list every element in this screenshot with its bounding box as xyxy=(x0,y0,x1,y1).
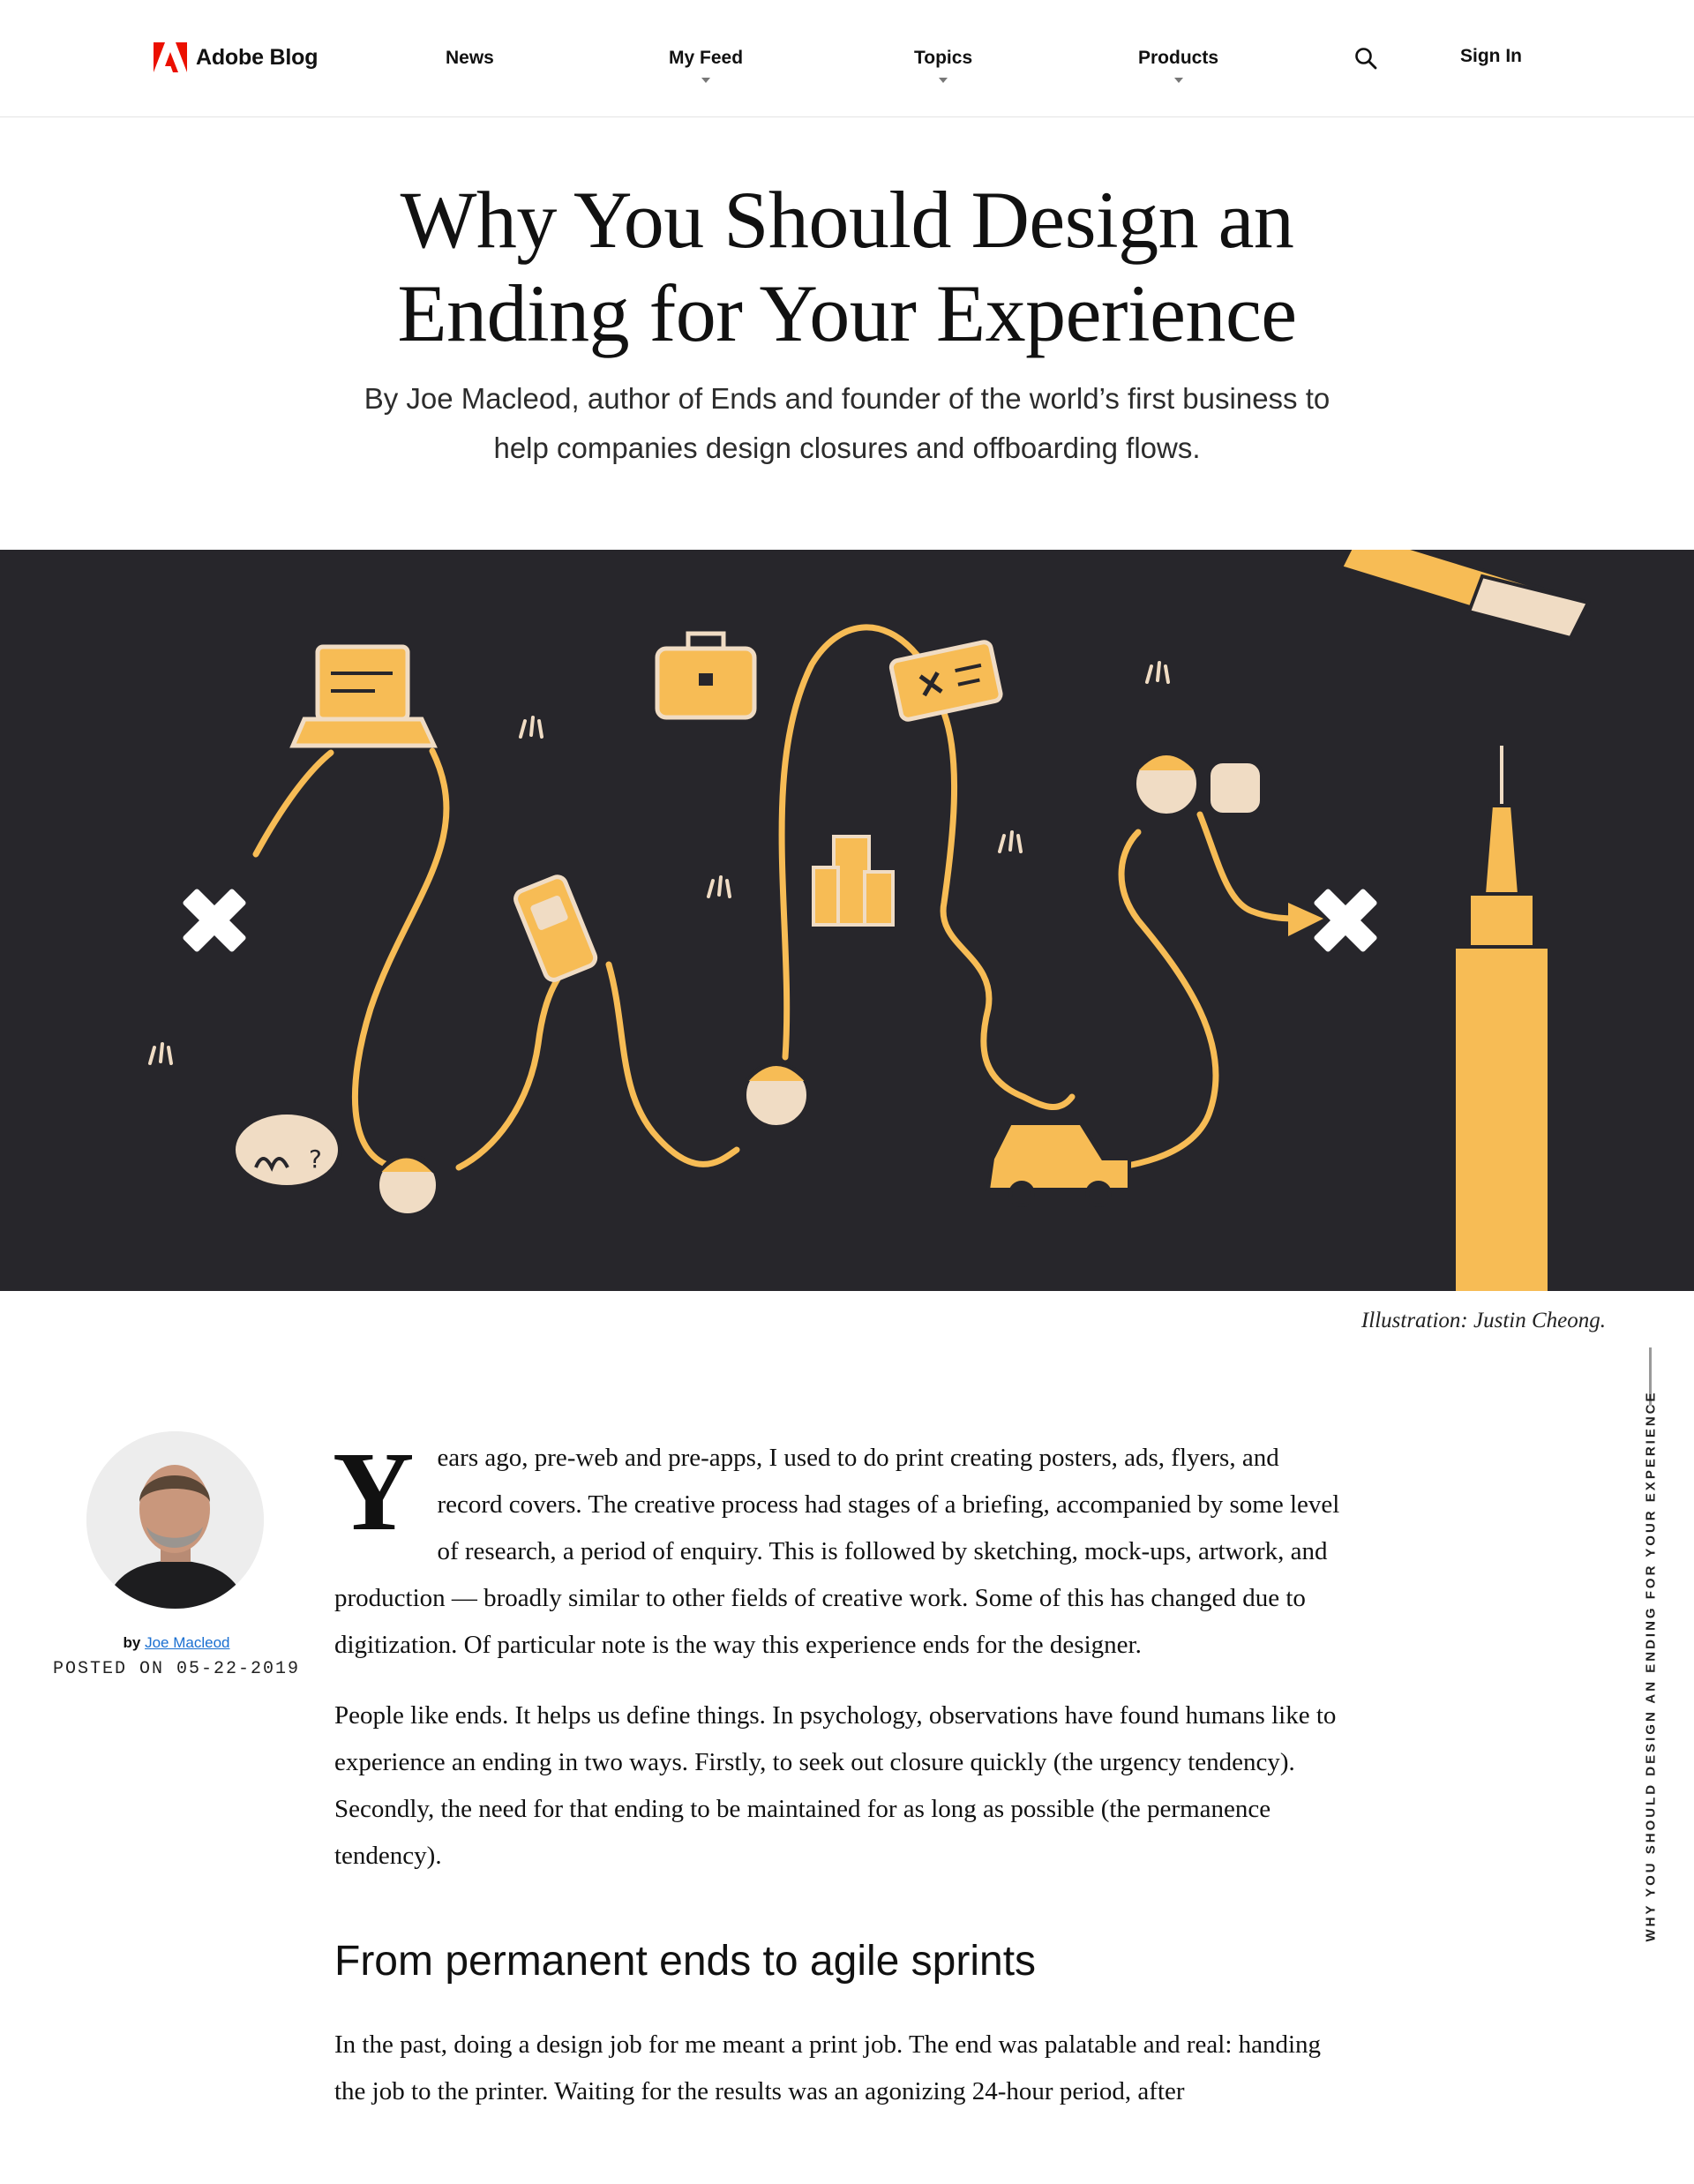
brand-name: Adobe Blog xyxy=(196,44,319,70)
hero-illustration xyxy=(0,550,1694,1291)
nav-products[interactable] xyxy=(1138,48,1218,83)
svg-text:?: ? xyxy=(309,1145,322,1174)
image-caption: Illustration: Justin Cheong. xyxy=(1360,1309,1606,1332)
article-body xyxy=(333,1429,1349,2139)
article-subtitle: By Joe Macleod, author of Ends and founder of the world’s first business to help companies design closures and offboarding flows. xyxy=(364,382,1330,464)
site-header xyxy=(0,0,1694,117)
buildings-icon xyxy=(813,837,893,925)
chevron-down-icon xyxy=(939,78,948,83)
paragraph: People like ends. It helps us define things. In psychology, observations have found humans like to experience an ending in two ways. Firstly, to seek out closure quickly (the urgency tendency). Secondly, the need for that ending to be maintained for as long as possible (the permanence tendency). xyxy=(334,1701,1337,1870)
chevron-down-icon xyxy=(701,78,710,83)
section-heading: From permanent ends to agile sprints xyxy=(334,1938,1037,1985)
drop-cap: Y xyxy=(333,1429,415,1554)
author-byline xyxy=(44,1634,309,1652)
journey-illustration xyxy=(0,550,1694,1291)
posted-date: POSTED ON 05-22-2019 xyxy=(52,1659,301,1679)
start-x-icon xyxy=(164,870,264,970)
nav-news[interactable] xyxy=(446,48,494,69)
author-portrait xyxy=(86,1431,264,1609)
nav-topics[interactable] xyxy=(914,48,972,83)
face-icon xyxy=(378,1155,438,1215)
phone-icon xyxy=(513,874,598,983)
paragraph xyxy=(333,1429,1349,1669)
laptop-icon xyxy=(293,647,434,746)
search-icon[interactable] xyxy=(1353,46,1378,71)
ticket-icon xyxy=(890,641,1002,720)
paragraph-text: ears ago, pre-web and pre-apps, I used to do print creating posters, ads, flyers, and record covers. The creative process had stages of a briefing, accompanied by some level of research, a period of enquiry. This is followed by sketching, mock-ups, artwork, and production — broadly similar to other fields of creative work. Some of this has changed due to digitization. Of particular note is the way this experience ends for the designer. xyxy=(334,1444,1340,1659)
pen-top-icon xyxy=(1341,550,1588,638)
nav-products-label: Products xyxy=(1138,48,1219,68)
waving-hand-icon xyxy=(1209,762,1262,814)
author-avatar xyxy=(86,1431,264,1609)
article-title: Why You Should Design an Ending for Your Experience xyxy=(397,175,1297,358)
sign-in-button[interactable]: Sign In xyxy=(1460,46,1522,66)
nav-news-label: News xyxy=(446,48,494,68)
side-rail-title-text: WHY YOU SHOULD DESIGN AN ENDING FOR YOUR EXPERIENCE xyxy=(1643,1390,1659,1942)
face-icon xyxy=(1135,752,1198,815)
speech-bubble-icon xyxy=(234,1113,340,1187)
briefcase-icon xyxy=(657,634,754,717)
taxi-icon xyxy=(988,1123,1129,1205)
author-link[interactable]: Joe Macleod xyxy=(145,1634,230,1651)
nav-my-feed[interactable] xyxy=(669,48,743,83)
brand-link[interactable] xyxy=(154,42,318,72)
byline-prefix: by xyxy=(123,1634,141,1651)
pen-icon xyxy=(1454,744,1549,1291)
nav-topics-label: Topics xyxy=(914,48,973,68)
paragraph: In the past, doing a design job for me meant a print job. The end was palatable and real: handing the job to the printer. Waiting for the results was an agonizing 24-hour period, after xyxy=(334,2030,1322,2105)
nav-my-feed-label: My Feed xyxy=(669,48,744,68)
face-icon xyxy=(745,1063,808,1127)
adobe-logo-icon xyxy=(154,42,187,72)
chevron-down-icon xyxy=(1174,78,1183,83)
